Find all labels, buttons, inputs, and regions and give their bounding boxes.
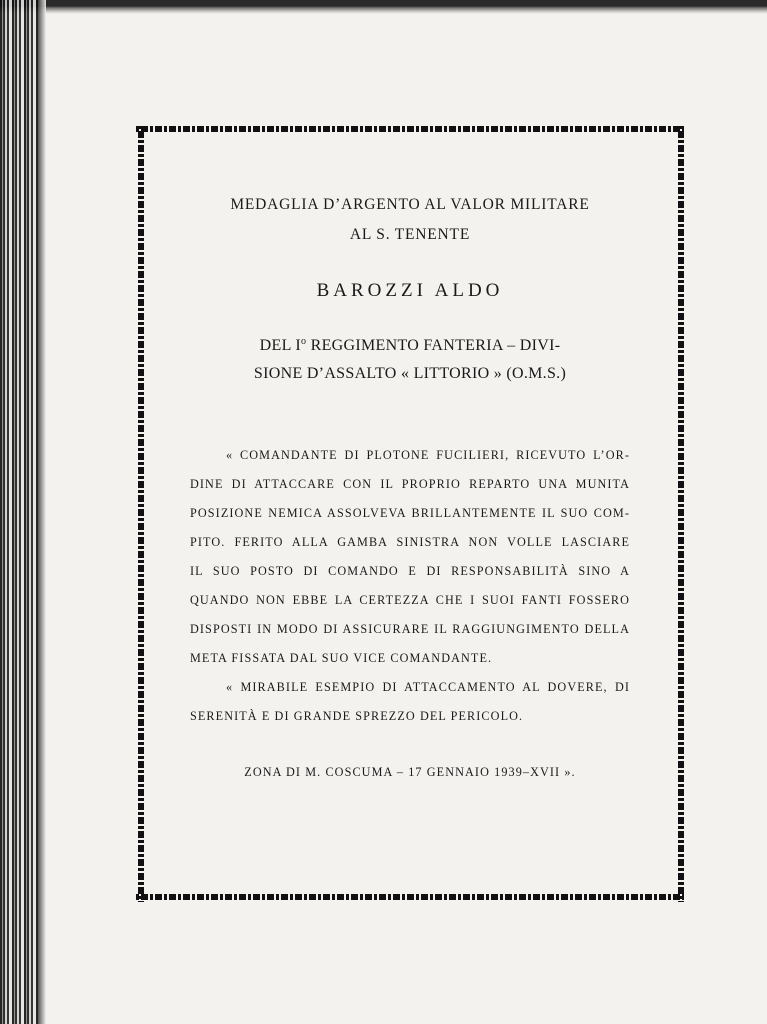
- scan-top-edge: [0, 0, 767, 14]
- frame-border-left: [138, 126, 144, 902]
- citation-line: POSIZIONE NEMICA ASSOLVEVA BRILLANTEMENTE IL SUO COM-: [190, 506, 630, 520]
- citation-text: [190, 441, 630, 731]
- heading-line-1: MEDAGLIA D’ARGENTO AL VALOR MILITARE: [230, 196, 590, 213]
- citation-content: [190, 186, 630, 792]
- frame-border-right: [678, 126, 684, 902]
- citation-paragraph-1: [190, 441, 630, 673]
- frame-border-top: [136, 126, 684, 132]
- scan-binding-edge: [0, 0, 46, 1024]
- location-date: ZONA DI M. COSCUMA – 17 GENNAIO 1939–XVII ».: [244, 765, 576, 779]
- unit-line-2: SIONE D’ASSALTO « LITTORIO » (O.M.S.): [253, 365, 567, 382]
- recipient-name: BAROZZI ALDO: [316, 280, 504, 301]
- citation-line: DISPOSTI IN MODO DI ASSICURARE IL RAGGIUNGIMENTO DELLA: [190, 622, 630, 636]
- citation-line: QUANDO NON EBBE LA CERTEZZA CHE I SUOI FANTI FOSSERO: [190, 593, 630, 607]
- citation-line: META FISSATA DAL SUO VICE COMANDANTE.: [190, 651, 493, 665]
- citation-line: IL SUO POSTO DI COMANDO E DI RESPONSABILITÀ SINO A: [190, 564, 630, 578]
- frame-border-bottom: [136, 894, 684, 900]
- unit-ordinal-superscript: o: [301, 336, 307, 347]
- unit-line-1: [190, 336, 630, 355]
- citation-line: « MIRABILE ESEMPIO DI ATTACCAMENTO AL DOVERE, DI: [226, 680, 630, 694]
- unit-line-1-pre: DEL I: [259, 337, 301, 354]
- citation-line: PITO. FERITO ALLA GAMBA SINISTRA NON VOLLE LASCIARE: [190, 535, 630, 549]
- citation-paragraph-2: [190, 673, 630, 731]
- citation-line: « COMANDANTE DI PLOTONE FUCILIERI, RICEVUTO L’OR-: [226, 448, 630, 462]
- citation-line: DINE DI ATTACCARE CON IL PROPRIO REPARTO UNA MUNITA: [190, 477, 630, 491]
- unit-line-1-post: REGGIMENTO FANTERIA – DIVI-: [306, 337, 561, 354]
- heading-line-2: AL S. TENENTE: [349, 226, 471, 243]
- ornamental-frame: [136, 126, 684, 902]
- citation-line: SERENITÀ E DI GRANDE SPREZZO DEL PERICOLO.: [190, 709, 524, 723]
